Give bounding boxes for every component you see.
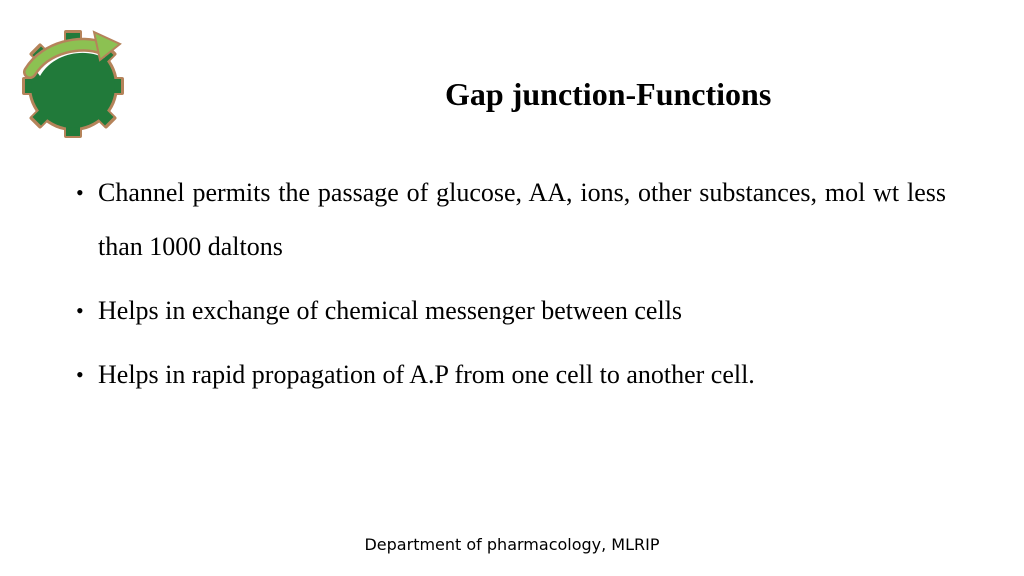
bullet-text: Helps in exchange of chemical messenger between cells: [98, 296, 683, 325]
bullet-glyph: •: [76, 180, 84, 205]
bullet-list: [76, 166, 946, 412]
slide-title: Gap junction-Functions: [445, 76, 772, 112]
gear-arrow-logo-icon: [20, 22, 126, 144]
bullet-item: [76, 284, 946, 338]
bullet-item: [76, 348, 946, 402]
bullet-text: Channel permits the passage of glucose, AA, ions, other substances, mol wt less than 1000 daltons: [98, 178, 946, 261]
bullet-glyph: •: [76, 298, 84, 323]
slide-footer: Department of pharmacology, MLRIP: [364, 535, 660, 554]
bullet-item: [76, 166, 946, 274]
bullet-text: Helps in rapid propagation of A.P from one cell to another cell.: [98, 360, 755, 389]
bullet-glyph: •: [76, 362, 84, 387]
